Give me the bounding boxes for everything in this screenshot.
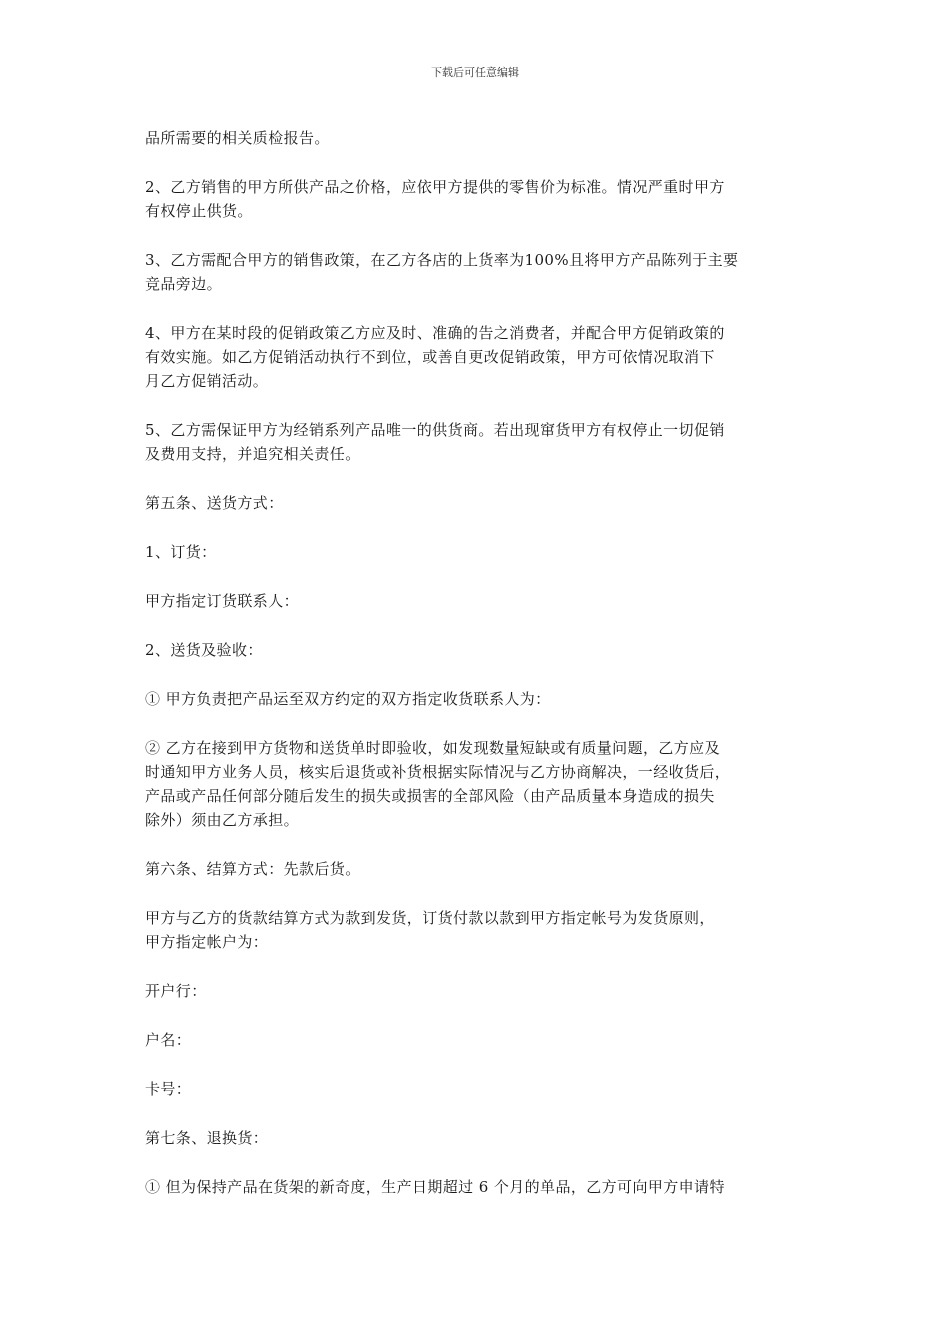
text-line: 竞品旁边。 [145, 275, 223, 293]
text-line: 产品或产品任何部分随后发生的损失或损害的全部风险（由产品质量本身造成的损失 [145, 787, 715, 805]
paragraph [145, 248, 810, 296]
paragraph [145, 638, 810, 662]
paragraph [145, 589, 810, 613]
text-line: 除外）须由乙方承担。 [145, 811, 300, 829]
text-line: 开户行： [145, 982, 207, 1000]
text-line: 5、乙方需保证甲方为经销系列产品唯一的供货商。若出现窜货甲方有权停止一切促销 [145, 421, 725, 439]
page-header: 下载后可任意编辑 [431, 66, 519, 79]
section-heading [145, 491, 810, 515]
paragraph [145, 540, 810, 564]
text-line: 甲方指定订货联系人： [145, 592, 300, 610]
text-line: 月乙方促销活动。 [145, 372, 269, 390]
text-line: ① 但为保持产品在货架的新奇度，生产日期超过 6 个月的单品，乙方可向甲方申请特 [145, 1178, 725, 1196]
text-line: 及费用支持，并追究相关责任。 [145, 445, 361, 463]
paragraph [145, 906, 810, 954]
paragraph [145, 1077, 810, 1101]
paragraph [145, 321, 810, 393]
section-heading [145, 1126, 810, 1150]
text-line: 4、甲方在某时段的促销政策乙方应及时、准确的告之消费者，并配合甲方促销政策的 [145, 324, 725, 342]
text-line: 时通知甲方业务人员，核实后退货或补货根据实际情况与乙方协商解决，一经收货后， [145, 763, 731, 781]
text-line: 2、送货及验收： [145, 641, 263, 659]
paragraph [145, 126, 810, 150]
text-line: 1、订货： [145, 543, 217, 561]
paragraph [145, 1028, 810, 1052]
text-line: 甲方指定帐户为： [145, 933, 269, 951]
text-line: 户名： [145, 1031, 192, 1049]
paragraph [145, 175, 810, 223]
text-line: 卡号： [145, 1080, 192, 1098]
paragraph [145, 736, 810, 832]
text-line: 有权停止供货。 [145, 202, 253, 220]
text-line: ② 乙方在接到甲方货物和送货单时即验收，如发现数量短缺或有质量问题，乙方应及 [145, 739, 720, 757]
paragraph [145, 687, 810, 711]
text-line: 第七条、退换货： [145, 1129, 269, 1147]
text-line: 甲方与乙方的货款结算方式为款到发货，订货付款以款到甲方指定帐号为发货原则， [145, 909, 715, 927]
text-line: 第六条、结算方式：先款后货。 [145, 860, 361, 878]
text-line: 品所需要的相关质检报告。 [145, 129, 330, 147]
text-line: ① 甲方负责把产品运至双方约定的双方指定收货联系人为： [145, 690, 551, 708]
text-line: 3、乙方需配合甲方的销售政策，在乙方各店的上货率为100%且将甲方产品陈列于主要 [145, 251, 739, 269]
section-heading [145, 857, 810, 881]
text-line: 有效实施。如乙方促销活动执行不到位，或善自更改促销政策，甲方可依情况取消下 [145, 348, 715, 366]
text-line: 第五条、送货方式： [145, 494, 284, 512]
paragraph [145, 418, 810, 466]
text-line: 2、乙方销售的甲方所供产品之价格，应依甲方提供的零售价为标准。情况严重时甲方 [145, 178, 725, 196]
document-body [145, 126, 810, 1224]
paragraph [145, 979, 810, 1003]
paragraph [145, 1175, 810, 1199]
